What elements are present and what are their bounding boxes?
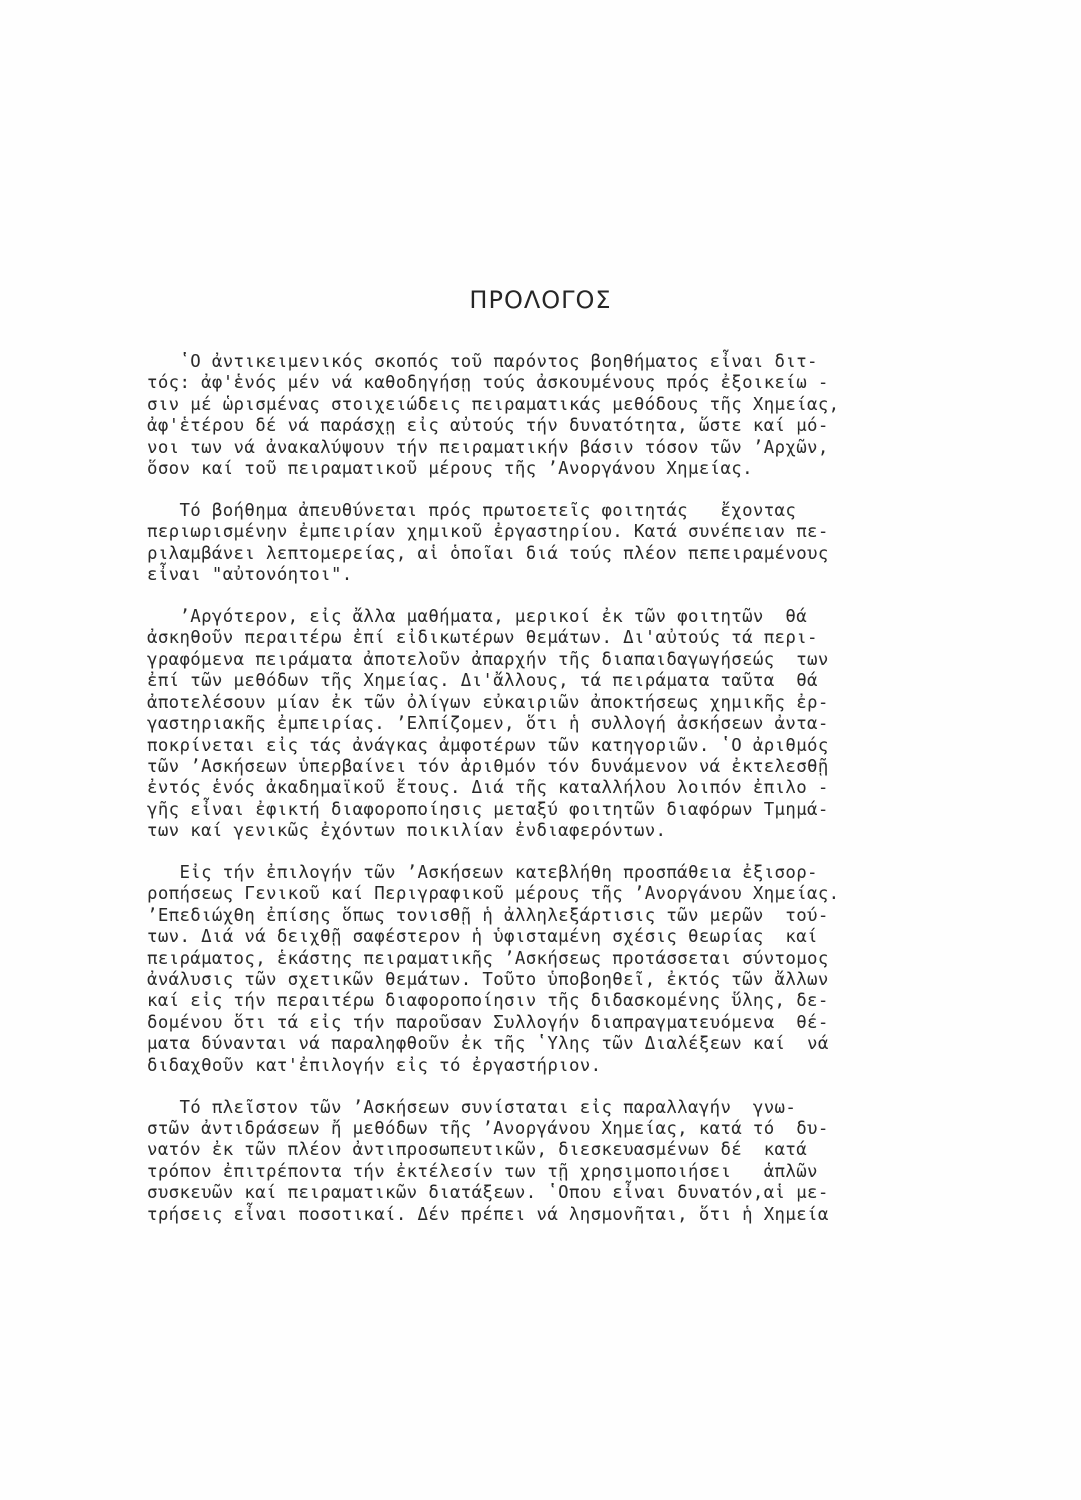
text-line: ʽΟ ἀντικειμενικός σκοπός τοῦ παρόντος βοηθήματος εἶναι διτ- (147, 352, 818, 372)
text-line: τρόπον ἐπιτρέποντα τήν ἐκτέλεσίν των τῇ χρησιμοποιήσει ἁπλῶν (147, 1161, 818, 1182)
text-line: τός: ἀφ'ἑνός μέν νά καθοδηγήσῃ τούς ἀσκουμένους πρός ἐξοικείω - (147, 373, 829, 394)
paragraph-3 (147, 607, 947, 842)
text-line: περιωρισμένην ἐμπειρίαν χημικοῦ ἐργαστηρίου. Κατά συνέπειαν πε- (147, 522, 829, 543)
text-line: τρήσεις εἶναι ποσοτικαί. Δέν πρέπει νά λησμονῆται, ὅτι ἡ Χημεία (147, 1204, 829, 1225)
text-line: ἀφ'ἑτέρου δέ νά παράσχῃ εἰς αὐτούς τήν δυνατότητα, ὥστε καί μό- (147, 416, 829, 437)
text-line: ὅσον καί τοῦ πειραματικοῦ μέρους τῆς ʼΑνοργάνου Χημείας. (147, 459, 753, 480)
text-line: ἐπί τῶν μεθόδων τῆς Χημείας. Δι'ἄλλους, τά πειράματα ταῦτα θά (147, 671, 818, 692)
text-line: ροπήσεως Γενικοῦ καί Περιγραφικοῦ μέρους τῆς ʼΑνοργάνου Χημείας. (147, 884, 840, 905)
text-line: δομένου ὅτι τά εἰς τήν παροῦσαν Συλλογήν διαπραγματευόμενα θέ- (147, 1012, 829, 1033)
text-line: νοι των νά ἀνακαλύψουν τήν πειραματικήν βάσιν τόσον τῶν ʼΑρχῶν, (147, 437, 829, 458)
text-line: γῆς εἶναι ἐφικτή διαφοροποίησις μεταξύ φοιτητῶν διαφόρων Τμημά- (147, 799, 829, 820)
text-line: ποκρίνεται εἰς τάς ἀνάγκας ἀμφοτέρων τῶν κατηγοριῶν. ʽΟ ἀριθμός (147, 735, 829, 756)
text-line: ἀσκηθοῦν περαιτέρω ἐπί εἰδικωτέρων θεμάτων. Δι'αὐτούς τά περι- (147, 628, 818, 649)
text-line: ἀποτελέσουν μίαν ἐκ τῶν ὀλίγων εὐκαιριῶν ἀποκτήσεως χημικῆς ἐρ- (147, 692, 829, 713)
paragraph-4 (147, 863, 947, 1077)
text-line: των καί γενικῶς ἐχόντων ποικιλίαν ἐνδιαφερόντων. (147, 821, 667, 842)
page-title: ΠΡΟΛΟΓΟΣ (469, 286, 612, 314)
text-line: σιν μέ ὡρισμένας στοιχειώδεις πειραματικάς μεθόδους τῆς Χημείας, (147, 394, 840, 415)
text-line: καί εἰς τήν περαιτέρω διαφοροποίησιν τῆς διδασκομένης ὕλης, δε- (147, 991, 829, 1012)
text-line: Τό πλεῖστον τῶν ʼΑσκήσεων συνίσταται εἰς παραλλαγήν γνω- (147, 1097, 797, 1118)
text-line: Εἰς τήν ἐπιλογήν τῶν ʼΑσκήσεων κατεβλήθη προσπάθεια ἐξισορ- (147, 863, 818, 884)
body-text (147, 352, 947, 1247)
text-line: ʼΑργότερον, εἰς ἄλλα μαθήματα, μερικοί ἐκ τῶν φοιτητῶν θά (147, 607, 808, 628)
text-line: ἐντός ἑνός ἀκαδημαϊκοῦ ἔτους. Διά τῆς καταλλήλου λοιπόν ἐπιλο - (147, 778, 829, 799)
text-line: των. Διά νά δειχθῇ σαφέστερον ἡ ὑφισταμένη σχέσις θεωρίας καί (147, 927, 818, 948)
text-line: στῶν ἀντιδράσεων ἤ μεθόδων τῆς ʼΑνοργάνου Χημείας, κατά τό δυ- (147, 1119, 829, 1139)
paragraph-1 (147, 352, 947, 480)
text-line: ʼΕπεδιώχθη ἐπίσης ὅπως τονισθῇ ἡ ἀλληλεξάρτισις τῶν μερῶν τού- (147, 905, 829, 926)
text-line: τῶν ʼΑσκήσεων ὑπερβαίνει τόν ἀριθμόν τόν δυνάμενον νά ἐκτελεσθῇ (147, 756, 829, 777)
paragraph-2 (147, 501, 947, 587)
text-line: νατόν ἐκ τῶν πλέον ἀντιπροσωπευτικῶν, διεσκευασμένων δέ κατά (147, 1140, 808, 1161)
text-line: ματα δύνανται νά παραληφθοῦν ἐκ τῆς ʽΥλης τῶν Διαλέξεων καί νά (147, 1034, 829, 1055)
text-line: διδαχθοῦν κατ'ἐπιλογήν εἰς τό ἐργαστήριον. (147, 1055, 602, 1076)
text-line: γαστηριακῆς ἐμπειρίας. ʼΕλπίζομεν, ὅτι ἡ συλλογή ἀσκήσεων ἀντα- (147, 714, 829, 735)
text-line: εἶναι "αὐτονόητοι". (147, 565, 353, 586)
text-line: γραφόμενα πειράματα ἀποτελοῦν ἀπαρχήν τῆς διαπαιδαγωγήσεώς των (147, 649, 829, 670)
text-line: πειράματος, ἑκάστης πειραματικῆς ʼΑσκήσεως προτάσσεται σύντομος (147, 948, 829, 969)
text-line: ἀνάλυσις τῶν σχετικῶν θεμάτων. Τοῦτο ὑποβοηθεῖ, ἐκτός τῶν ἄλλων (147, 970, 829, 991)
paragraph-5 (147, 1098, 947, 1226)
text-line: Τό βοήθημα ἀπευθύνεται πρός πρωτοετεῖς φοιτητάς ἔχοντας (147, 500, 797, 521)
text-line: ριλαμβάνει λεπτομερείας, αἱ ὁποῖαι διά τούς πλέον πεπειραμένους (147, 543, 829, 564)
text-line: συσκευῶν καί πειραματικῶν διατάξεων. ʽΟπου εἶναι δυνατόν,αἱ με- (147, 1183, 829, 1204)
